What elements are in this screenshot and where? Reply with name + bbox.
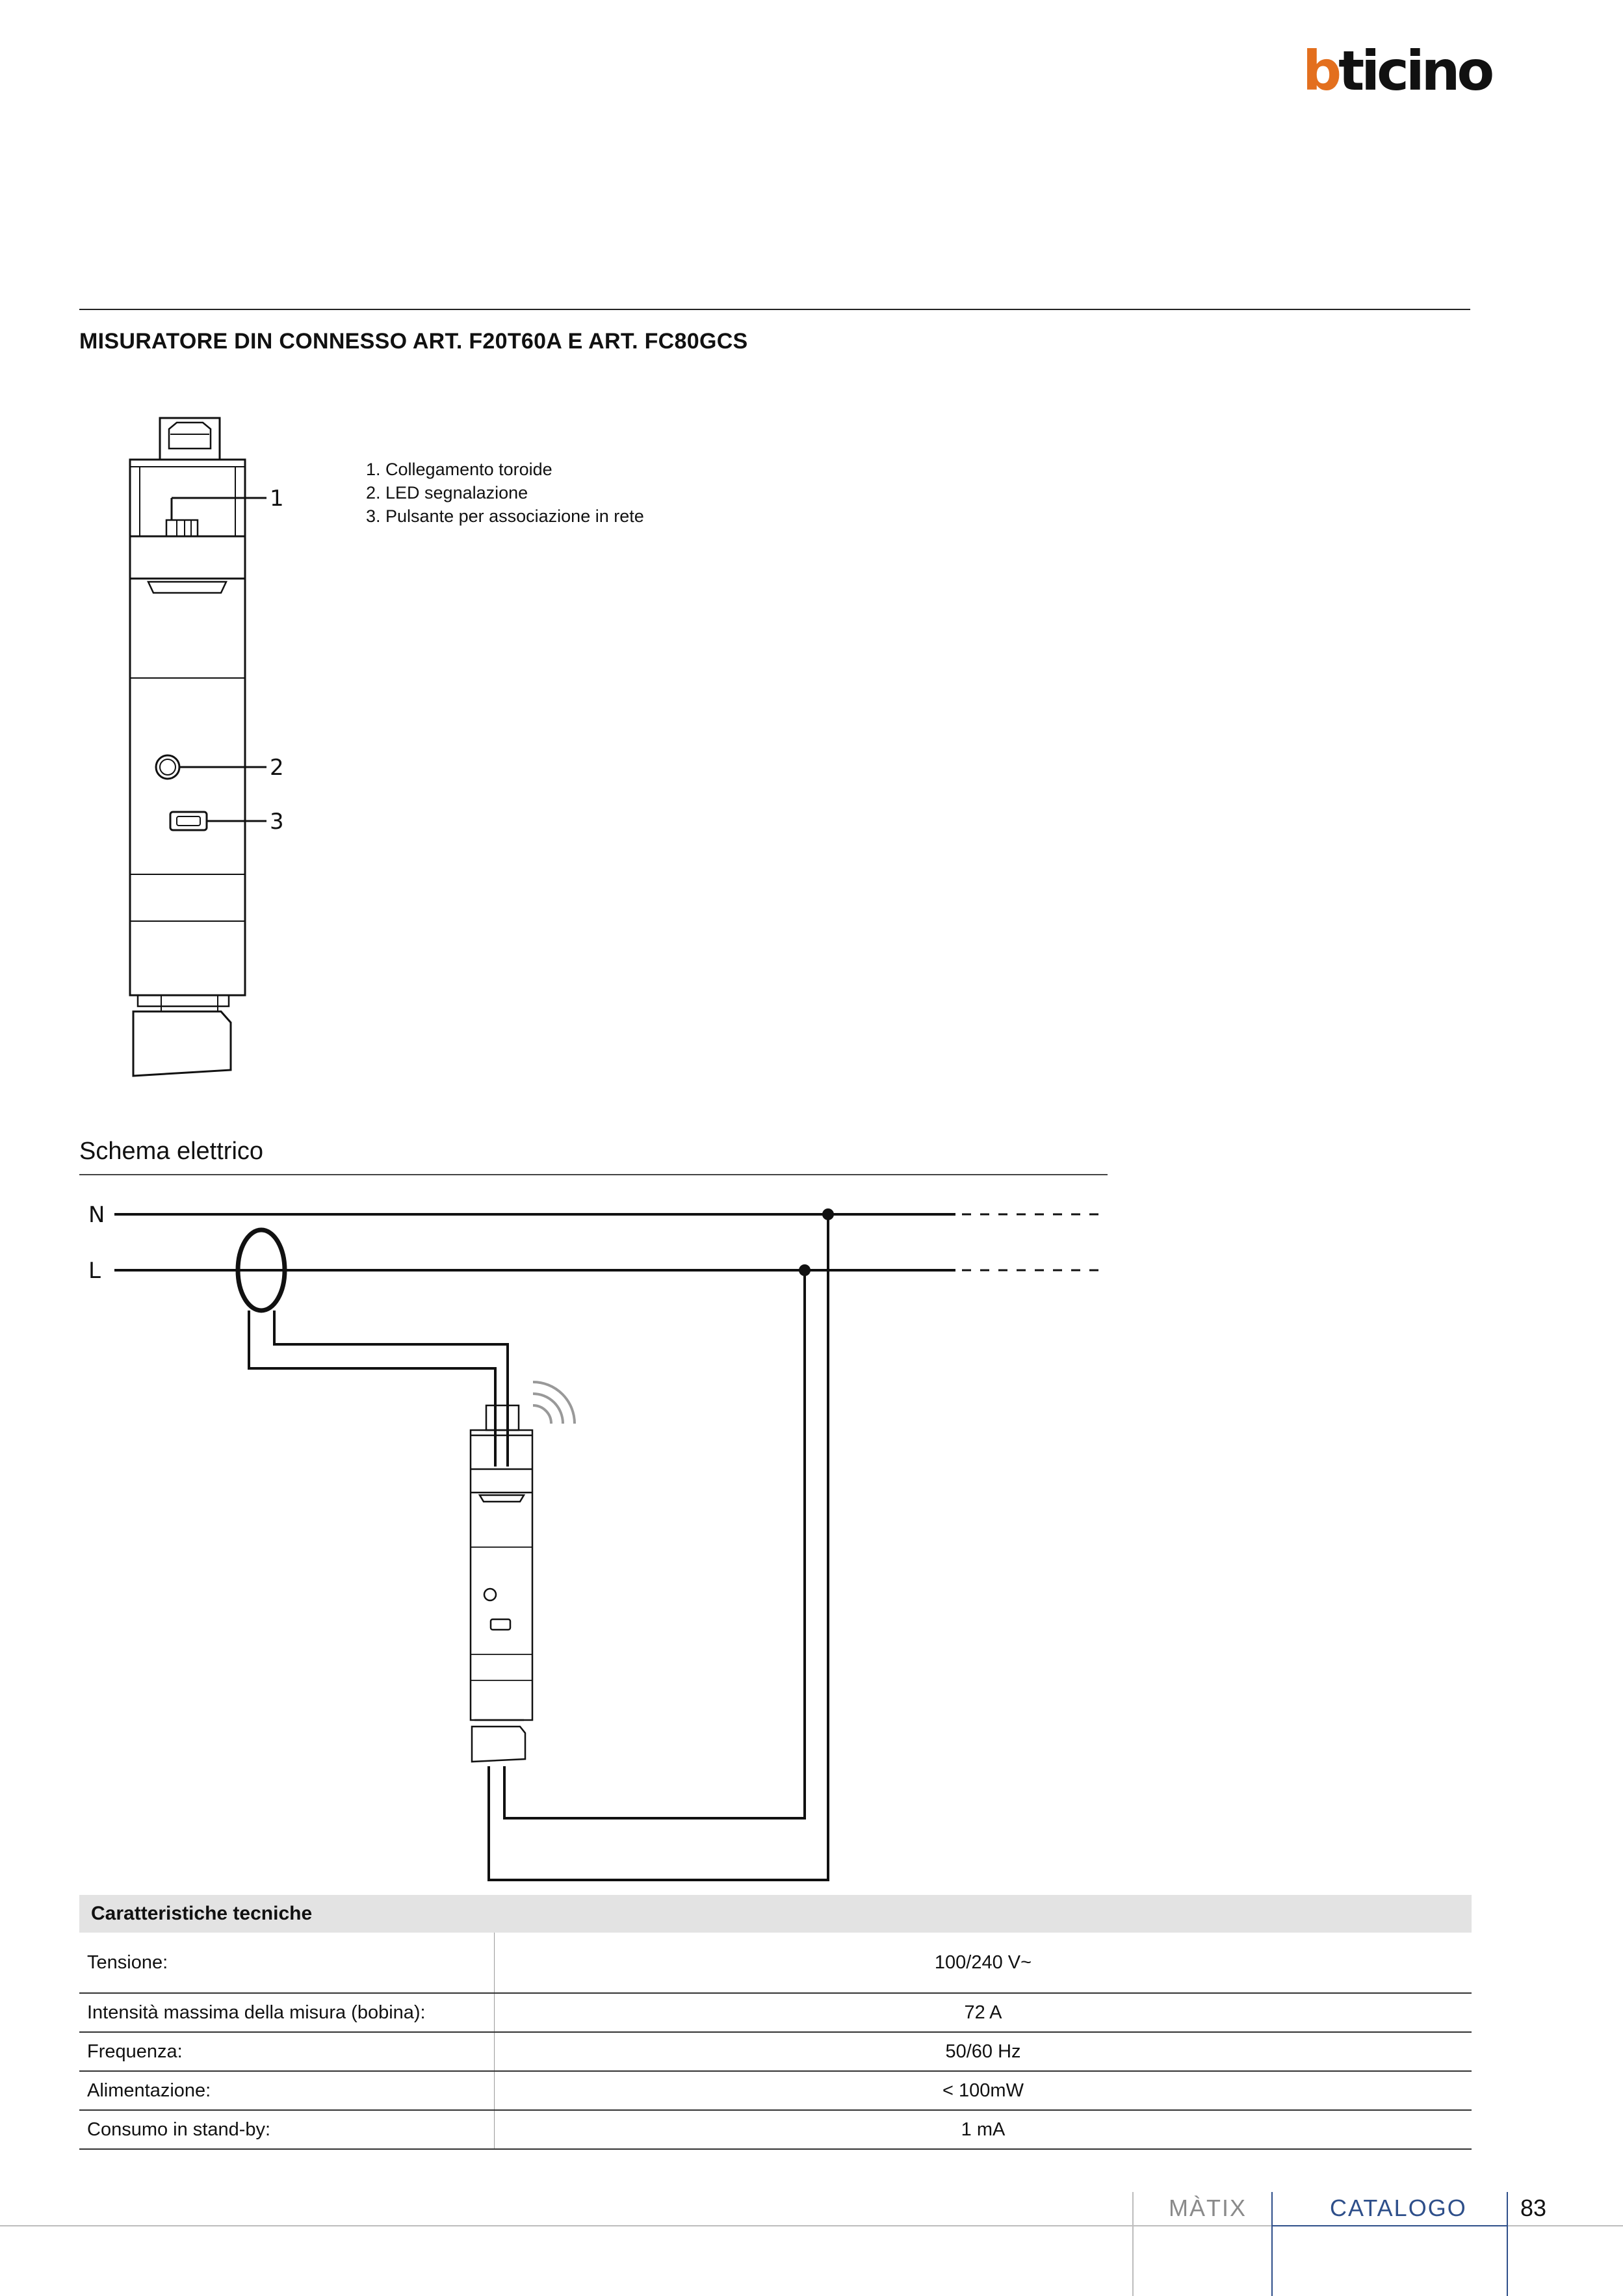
table-row (79, 1933, 1472, 1993)
wireless-signal-icon (533, 1382, 575, 1424)
footer-divider (1271, 2192, 1273, 2296)
legend-item-2: 2. LED segnalazione (366, 483, 528, 502)
spec-label: Tensione: (79, 1933, 495, 1993)
schema-rule (79, 1174, 1108, 1175)
device-callout-labels (270, 486, 284, 835)
din-device-drawing (130, 418, 266, 1076)
page-number: 83 (1520, 2195, 1547, 2221)
logo-letter-b: b (1303, 46, 1339, 98)
footer-product: MÀTIX (1169, 2195, 1247, 2221)
table-row (79, 1993, 1472, 2032)
schema-title: Schema elettrico (79, 1138, 264, 1165)
spec-label: Intensità massima della misura (bobina): (79, 1993, 495, 2032)
spec-value: 1 mA (495, 2110, 1472, 2149)
spec-value: 50/60 Hz (495, 2032, 1472, 2071)
spec-label: Alimentazione: (79, 2071, 495, 2110)
table-row (79, 2032, 1472, 2071)
section-title: MISURATORE DIN CONNESSO ART. F20T60A E ART. FC80GCS (79, 329, 748, 354)
specs-header: Caratteristiche tecniche (79, 1895, 1472, 1933)
logo-text: ticino (1338, 46, 1492, 98)
legend-item-3: 3. Pulsante per associazione in rete (366, 506, 644, 526)
schema-label-l: L (88, 1258, 101, 1284)
footer-accent-line (1273, 2225, 1508, 2226)
spec-label: Consumo in stand-by: (79, 2110, 495, 2149)
schema-label-n: N (88, 1202, 105, 1228)
schema-device (471, 1405, 532, 1762)
callout-1: 1 (270, 486, 284, 512)
spec-value: < 100mW (495, 2071, 1472, 2110)
specs-table (79, 1895, 1472, 2150)
specs-header-row (79, 1895, 1472, 1933)
footer-divider (1132, 2192, 1134, 2296)
wiring-schema (114, 1208, 1105, 1880)
legend-item-1: 1. Collegamento toroide (366, 460, 552, 479)
callout-2: 2 (270, 755, 284, 781)
footer-catalog: CATALOGO (1330, 2195, 1467, 2221)
spec-value: 100/240 V~ (495, 1933, 1472, 1993)
spec-value: 72 A (495, 1993, 1472, 2032)
device-legend (366, 458, 644, 528)
table-row (79, 2110, 1472, 2149)
spec-label: Frequenza: (79, 2032, 495, 2071)
footer-divider (1507, 2192, 1508, 2296)
table-row (79, 2071, 1472, 2110)
callout-3: 3 (270, 809, 284, 835)
